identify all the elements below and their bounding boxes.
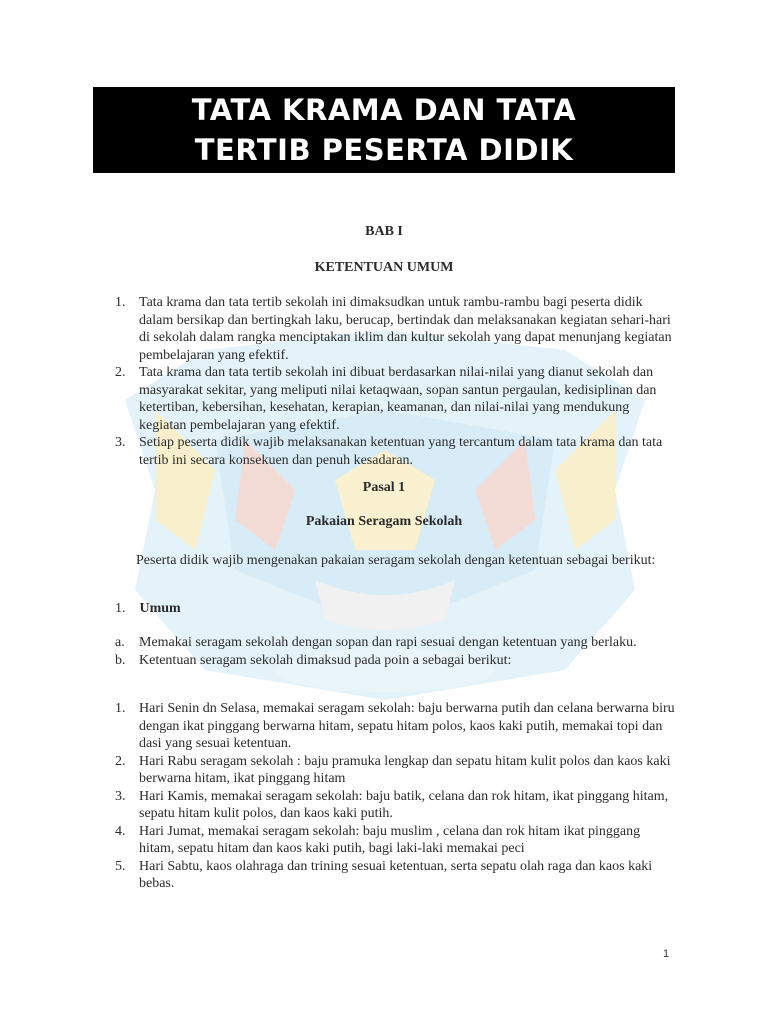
item-text: Ketentuan seragam sekolah dimaksud pada poin a sebagai berikut: (139, 652, 512, 668)
list-item (115, 652, 675, 670)
item-text: Hari Senin dn Selasa, memakai seragam sekolah: baju berwarna putih dan celana berwarna biru dengan ikat pinggang berwarna hitam, sepatu hitam polos, kaos kaki putih, memakai topi dan dasi yang sesuai ketentuan. (139, 701, 675, 751)
item-number: 3. (115, 788, 126, 804)
item-number: 5. (115, 858, 126, 874)
uniform-schedule-list (115, 700, 675, 893)
list-item (115, 634, 675, 652)
list-item (115, 700, 675, 753)
item-text: Tata krama dan tata tertib sekolah ini dimaksudkan untuk rambu-rambu bagi peserta didik dalam bersikap dan bertingkah laku, berucap, bertindak dan melaksanakan kegiatan sehari-hari di sekolah dalam rangka menciptakan iklim dan kultur sekolah yang dapat menunjang kegiatan pembelajaran yang efektif. (139, 295, 672, 363)
list-item (115, 364, 675, 434)
chapter-heading: BAB I (365, 224, 403, 239)
item-number: 2. (115, 365, 126, 380)
title-line-2: TERTIB PESERTA DIDIK (194, 133, 574, 167)
item-text: Hari Rabu seragam sekolah : baju pramuka lengkap dan sepatu hitam kulit polos dan kaos kaki berwarna hitam, ikat pinggang hitam (139, 753, 671, 786)
item-text: Hari Kamis, memakai seragam sekolah: baju batik, celana dan rok hitam, ikat pinggang hitam, sepatu hitam kulit polos, dan kaos kaki putih. (139, 788, 669, 821)
list-item (115, 294, 675, 364)
alpha-list (115, 634, 675, 669)
subsection-number: 1. (115, 601, 126, 616)
list-item (115, 434, 675, 469)
item-text: Setiap peserta didik wajib melaksanakan ketentuan yang tercantum dalam tata krama dan tata tertib ini secara konsekuen dan penuh kesadaran. (139, 435, 663, 468)
item-text: Hari Sabtu, kaos olahraga dan trining sesuai ketentuan, serta sepatu olah raga dan kaos kaki bebas. (139, 858, 653, 891)
general-provisions-list (115, 294, 675, 469)
list-item (115, 858, 675, 893)
document-title-banner (93, 87, 675, 173)
item-number: 1. (115, 295, 126, 310)
subsection-umum (115, 600, 181, 618)
list-item (115, 823, 675, 858)
item-text: Hari Jumat, memakai seragam sekolah: baju muslim , celana dan rok hitam ikat pinggang hitam, sepatu hitam dan kaos kaki putih, bagi laki-laki memakai peci (139, 823, 641, 856)
intro-paragraph: Peserta didik wajib mengenakan pakaian seragam sekolah dengan ketentuan sebagai berikut: (136, 553, 656, 568)
item-text: Memakai seragam sekolah dengan sopan dan rapi sesuai dengan ketentuan yang berlaku. (139, 635, 637, 650)
list-item (115, 788, 675, 823)
item-number: 4. (115, 823, 126, 839)
page-number: 1 (663, 948, 670, 960)
item-text: Tata krama dan tata tertib sekolah ini dibuat berdasarkan nilai-nilai yang dianut sekolah dan masyarakat sekitar, yang meliputi nilai ketaqwaan, sopan santun pergaulan, kedisiplinan dan ketertiban, kebersihan, kesehatan, kerapian, keamanan, dan nilai-nilai yang mendukung kegiatan pembelajaran yang efektif. (139, 365, 657, 433)
section-heading: KETENTUAN UMUM (314, 260, 454, 275)
item-number: 2. (115, 753, 126, 769)
item-number: 3. (115, 435, 126, 450)
item-letter: b. (115, 652, 126, 668)
title-line-1: TATA KRAMA DAN TATA (191, 93, 577, 127)
article-title: Pakaian Seragam Sekolah (305, 514, 463, 529)
subsection-label: Umum (139, 601, 181, 616)
item-letter: a. (115, 635, 125, 650)
article-heading: Pasal 1 (362, 480, 406, 495)
list-item (115, 753, 675, 788)
item-number: 1. (115, 701, 126, 716)
